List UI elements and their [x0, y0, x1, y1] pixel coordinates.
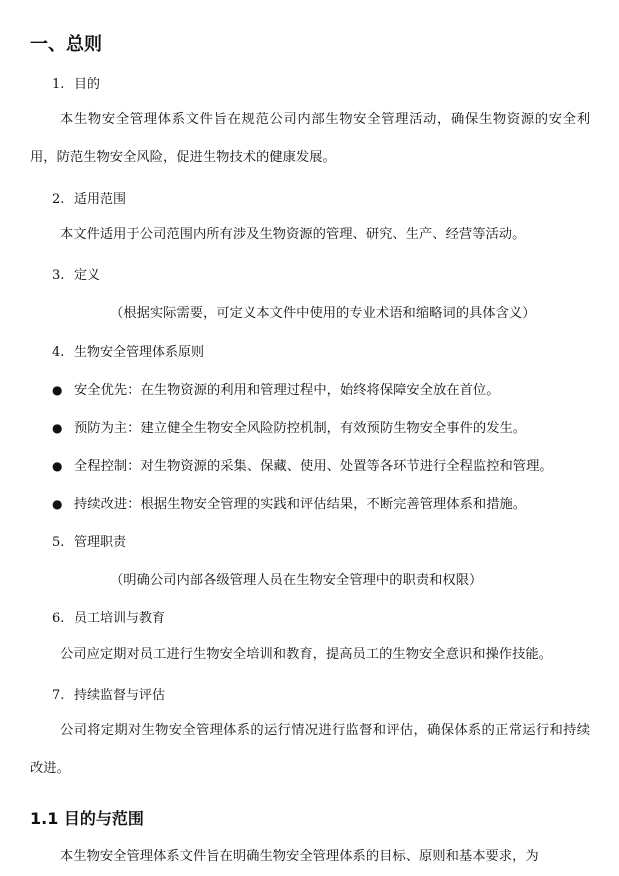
section-heading: 一、总则 — [30, 34, 102, 55]
principle-text: 全程控制：对生物资源的采集、保藏、使用、处置等各环节进行全程监控和管理。 — [74, 459, 553, 474]
principle-item — [52, 417, 526, 436]
bullet-icon: ● — [52, 383, 63, 397]
bullet-icon: ● — [52, 459, 63, 473]
principle-item — [52, 493, 526, 512]
numbered-item-7 — [52, 684, 165, 703]
item-number: 7. — [52, 688, 65, 703]
bullet-icon: ● — [52, 421, 63, 435]
principle-text: 预防为主：建立健全生物安全风险防控机制，有效预防生物安全事件的发生。 — [74, 421, 527, 436]
item-title: 持续监督与评估 — [74, 688, 166, 703]
numbered-item-4 — [52, 341, 204, 360]
item-number: 6. — [52, 611, 65, 626]
item-number: 2. — [52, 192, 65, 207]
principle-item — [52, 455, 553, 474]
numbered-item-6 — [52, 607, 165, 626]
definition-note: （根据实际需要，可定义本文件中使用的专业术语和缩略词的具体含义） — [110, 306, 536, 321]
paragraph-scope: 本文件适用于公司范围内所有涉及生物资源的管理、研究、生产、经营等活动。 — [60, 227, 526, 242]
principle-text: 持续改进：根据生物安全管理的实践和评估结果，不断完善管理体系和措施。 — [74, 497, 527, 512]
responsibility-note: （明确公司内部各级管理人员在生物安全管理中的职责和权限） — [110, 573, 483, 588]
paragraph-monitoring: 公司将定期对生物安全管理体系的运行情况进行监督和评估，确保体系的正常运行和持续改进。 — [30, 723, 590, 776]
item-title: 定义 — [74, 268, 101, 283]
item-number: 1. — [52, 77, 65, 92]
numbered-item-5 — [52, 531, 126, 550]
numbered-item-3 — [52, 264, 100, 283]
paragraph-purpose-scope: 本生物安全管理体系文件旨在明确生物安全管理体系的目标、原则和基本要求，为 — [60, 849, 539, 864]
item-title: 目的 — [74, 77, 101, 92]
item-number: 5. — [52, 535, 65, 550]
item-title: 员工培训与教育 — [74, 611, 166, 626]
bullet-icon: ● — [52, 497, 63, 511]
paragraph-training: 公司应定期对员工进行生物安全培训和教育，提高员工的生物安全意识和操作技能。 — [60, 647, 552, 662]
subsection-heading: 1.1 目的与范围 — [30, 809, 144, 828]
item-title: 适用范围 — [74, 192, 127, 207]
paragraph-purpose: 本生物安全管理体系文件旨在规范公司内部生物安全管理活动，确保生物资源的安全利用，防范生物安全风险，促进生物技术的健康发展。 — [30, 112, 590, 165]
numbered-item-2 — [52, 188, 126, 207]
item-title: 管理职责 — [74, 535, 127, 550]
item-number: 4. — [52, 345, 65, 360]
item-title: 生物安全管理体系原则 — [74, 345, 205, 360]
principle-item — [52, 379, 500, 398]
principle-text: 安全优先：在生物资源的利用和管理过程中，始终将保障安全放在首位。 — [74, 383, 500, 398]
numbered-item-1 — [52, 73, 100, 92]
item-number: 3. — [52, 268, 65, 283]
